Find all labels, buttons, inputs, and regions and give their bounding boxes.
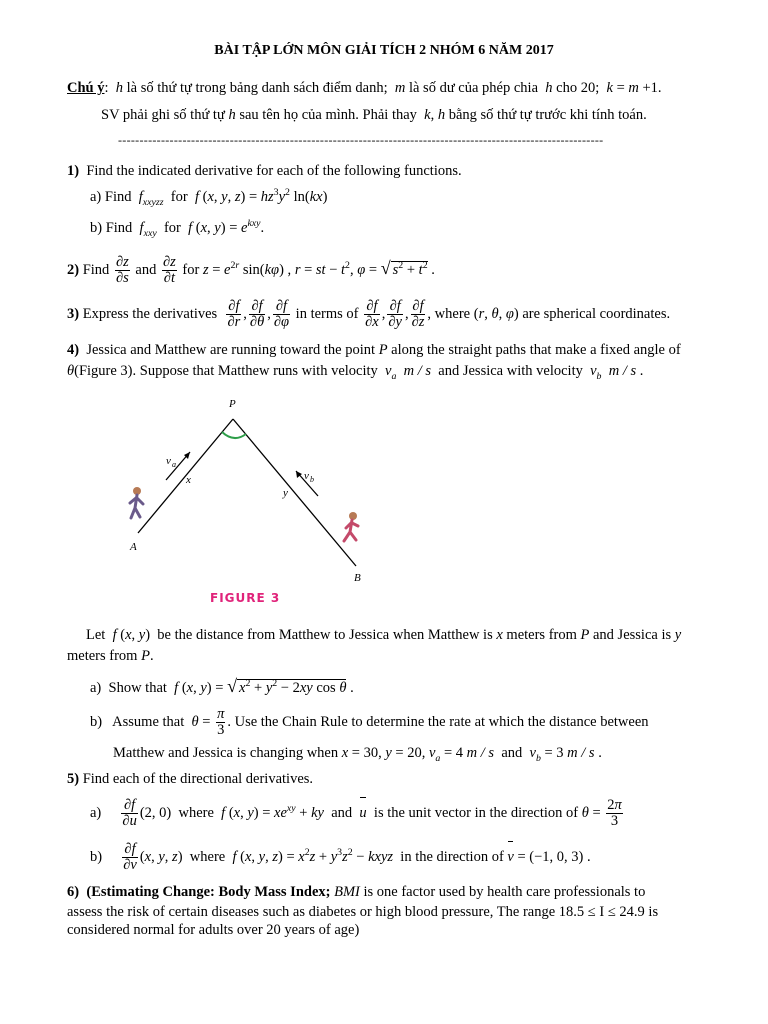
angle-arc <box>222 432 246 438</box>
label-y: y <box>283 487 288 499</box>
problem-1-heading: 1) Find the indicated derivative for each of the following functions. <box>67 163 462 179</box>
svg-text:b: b <box>310 475 314 484</box>
problem-1a: a) Find $f_{xxyzz}$ for f (x, y, $z) = hz^3y^2$ ln(kx) <box>90 187 328 208</box>
path-b-line <box>233 419 356 566</box>
figure-3 <box>118 388 423 623</box>
problem-6-line-2: assess the risk of certain diseases such as diabetes or high blood pressure, The range 18.5 ≤ I ≤ 24.9 is <box>67 904 659 920</box>
problem-1b: b) Find $f_{xxy}$ for f (x, $y) = e^{kxy}$. <box>90 218 265 239</box>
problem-4b-line-2: Matthew and Jessica is changing when x = 30, y = 20, $v_a = 4$ m / s and $v_b = 3$ m / s . <box>113 745 602 764</box>
problem-5a: a) $\frac{\partial f}{\partial u}$ (2, 0) where f (x, $y) = xe^{xy}$ + ky and u is the unit vector in the direction of θ = $\frac{2\pi}{3}$ <box>90 797 622 830</box>
problem-2: 2) Find $\frac{\partial z}{\partial s}$ and $\frac{\partial z}{\partial t}$ for $z = e^{2r}$ sin(kφ) , r = st − $t^2$, φ = √ $s^2 + t^2$ . <box>67 254 435 287</box>
figure-3-svg <box>118 388 423 623</box>
problem-4-let-line-1: Let f (x, y) be the distance from Matthew to Jessica when Matthew is x meters from P and Jessica is y <box>86 627 682 643</box>
note-line-1: Chú ý: h là số thứ tự trong bảng danh sách điểm danh; m là số dư của phép chia h cho 20; k = m +1. <box>67 80 662 96</box>
jessica-runner-icon <box>344 512 358 541</box>
problem-3: 3) Express the derivatives $\frac{\partial f}{\partial r}$ , $\frac{\partial f}{\partial\theta}$ , $\frac{\partial f}{\partial\varphi}$ in terms of $\frac{\partial f}{\partial x}$ , $\frac{\partial f}{\partial y}$ , $\frac{\partial f}{\partial z}$ , where (r, θ, φ) are spherical coordinates. <box>67 298 671 331</box>
problem-5b: b) $\frac{\partial f}{\partial v}$ (x, y, z) where f (x, y, $z) = x^2z + y^3z^2$ − kxyz in the direction of v = (−1, 0, 3) . <box>90 841 591 874</box>
svg-text:a: a <box>172 460 176 469</box>
label-a: A <box>130 541 137 553</box>
label-x: x <box>186 474 191 486</box>
label-vb: v <box>304 470 309 482</box>
separator: ----------------------------------------------------------------------------------------------------------------- <box>118 133 604 147</box>
note-line-2: SV phải ghi số thứ tự h sau tên họ của mình. Phải thay k, h bằng số thứ tự trước khi tính toán. <box>101 107 647 123</box>
label-b: B <box>354 572 361 584</box>
problem-4-line-1: 4) Jessica and Matthew are running toward the point P along the straight paths that make a fixed angle of <box>67 342 681 358</box>
problem-4a: a) Show that f (x, y) = √ $x^2 + y^2 - 2xy$ cos θ . <box>90 676 354 696</box>
problem-6-line-3: considered normal for adults over 20 years of age) <box>67 922 360 938</box>
problem-4-line-2: θ(Figure 3). Suppose that Matthew runs with velocity $v_a$ m / s and Jessica with velocity $v_b$ m / s . <box>67 363 644 382</box>
figure-caption: FIGURE 3 <box>210 591 281 605</box>
label-p: P <box>229 398 236 410</box>
matthew-runner-icon <box>130 487 143 518</box>
problem-5-heading: 5) Find each of the directional derivatives. <box>67 771 314 787</box>
problem-4b: b) Assume that θ = $\frac{\pi}{3}$ . Use the Chain Rule to determine the rate at which the distance between <box>90 706 649 739</box>
note-label: Chú ý <box>67 80 105 96</box>
problem-4-let-line-2: meters from P. <box>67 648 154 664</box>
page-title: BÀI TẬP LỚN MÔN GIẢI TÍCH 2 NHÓM 6 NĂM 2017 <box>214 43 554 58</box>
label-va: v <box>166 455 171 467</box>
problem-6-line-1: 6) (Estimating Change: Body Mass Index; BMI is one factor used by health care professionals to <box>67 884 646 900</box>
